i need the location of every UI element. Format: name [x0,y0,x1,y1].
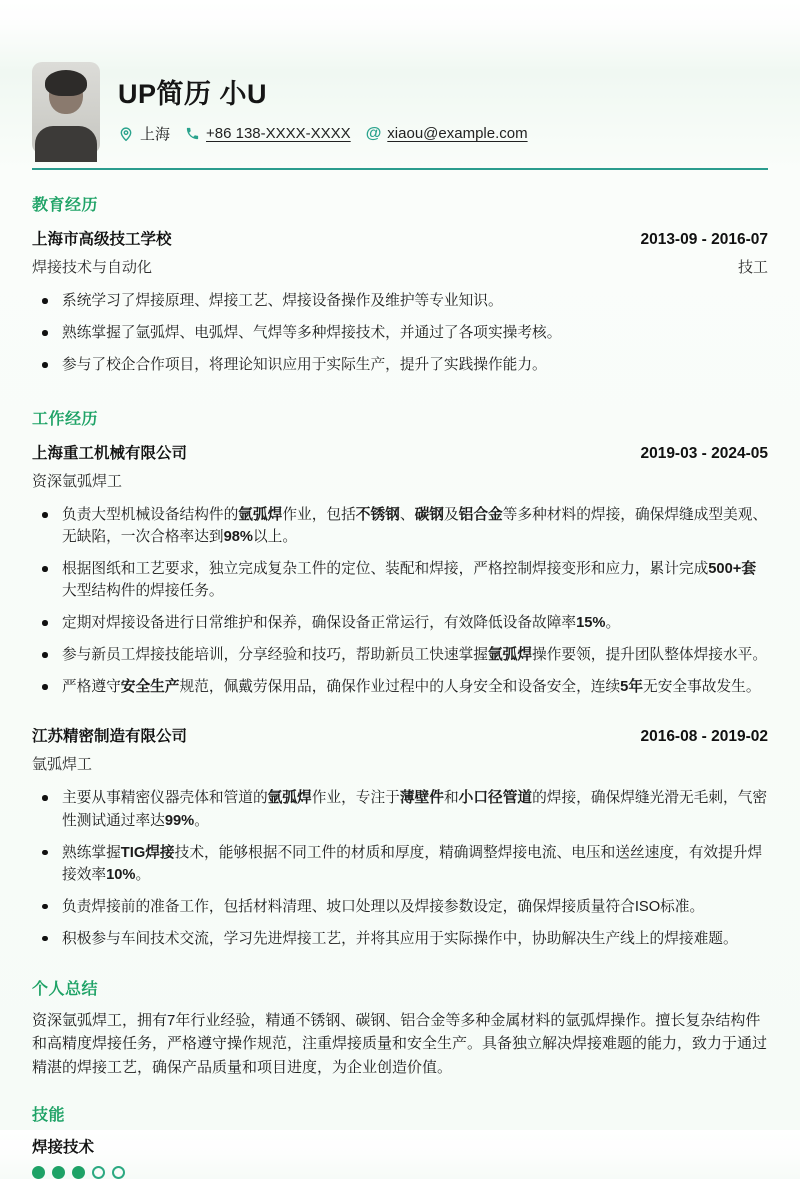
bullet-text: 定期对焊接设备进行日常维护和保养，确保设备正常运行，有效降低设备故障率 [62,615,577,632]
bullet-text: 主要从事精密仪器壳体和管道的 [62,790,268,807]
date-range: 2019-03 - 2024-05 [640,445,768,463]
location-icon [118,126,134,142]
bullet-text: 、 [399,507,415,524]
organization-name: 上海市高级技工学校 [32,231,172,248]
bullet-list [32,290,768,376]
bullet-list [32,787,768,949]
bullet-text-bold: 98% [223,529,253,546]
skill-items [32,1135,768,1179]
bullet-text: 熟练掌握 [62,844,121,861]
bullet-text-bold: 安全生产 [120,679,180,696]
bullet-text-bold: 氩弧焊 [238,507,283,524]
bullet-text: 负责大型机械设备结构件的 [62,507,239,524]
education-section [32,192,768,376]
entry-header-row [32,724,768,746]
bullet-text-bold: TIG焊接 [120,844,175,861]
bullet-text-bold: 薄壁件 [399,790,444,807]
bullet-text: 操作要领，提升团队整体焊接水平。 [532,647,768,664]
date-range: 2016-08 - 2019-02 [640,728,768,746]
bullet-item [32,928,768,950]
bullet-text: 负责焊接前的准备工作，包括材料清理、坡口处理以及焊接参数设定，确保焊接质量符合ISO标准。 [62,898,705,915]
bullet-text-bold: 小口径管道 [458,790,533,807]
contact-text[interactable]: +86 138-XXXX-XXXX [206,125,351,142]
at-icon: @ [365,125,382,142]
bullet-text: 积极参与车间技术交流，学习先进焊接工艺，并将其应用于实际操作中，协助解决生产线上的焊接难题。 [62,930,738,947]
contact-text: 上海 [140,126,171,143]
bullet-item [32,290,768,312]
bullet-text-bold: 氩弧焊 [267,790,312,807]
skill-level-dots [32,1166,768,1179]
entry-header-row [32,441,768,463]
photo-silhouette-body [35,126,97,162]
bullet-item [32,322,768,344]
contact-item-0 [118,123,170,144]
bullet-text: 熟练掌握了氩弧焊、电弧焊、气焊等多种焊接技术，并通过了各项实操考核。 [62,325,562,342]
bullet-text: 。 [135,866,151,883]
entry-subtitle-row [32,470,768,491]
bullet-text: 规范，佩戴劳保用品，确保作业过程中的人身安全和设备安全，连续 [179,679,621,696]
skill-dot-filled [72,1166,85,1179]
resume-header [32,0,768,154]
bullet-text-bold: 500+套 [708,561,757,578]
profile-photo [32,62,100,154]
contact-text[interactable]: xiaou@example.com [387,125,528,142]
bullet-text: 和 [443,790,459,807]
bullet-text-bold: 铝合金 [458,507,503,524]
bullet-item [32,842,768,886]
header-divider [32,168,768,170]
bullet-item [32,612,768,634]
bullet-item [32,504,768,548]
bullet-text-bold: 5年 [620,679,644,696]
skill-dot-filled [32,1166,45,1179]
photo-silhouette-hair [45,70,87,96]
skills-section-title: 技能 [32,1106,66,1124]
bullet-item [32,896,768,918]
skill-dot-hollow [112,1166,125,1179]
bullet-text: 等多种材料的焊接，确保焊缝成型美观、无缺陷，一次合格率达到 [62,507,768,546]
bullet-item [32,644,768,666]
organization-name: 上海重工机械有限公司 [32,445,188,463]
role-or-major: 氩弧焊工 [32,756,93,774]
entry-header-row [32,227,768,249]
bullet-text: 无安全事故发生。 [643,679,761,696]
bullet-text: 严格遵守 [62,679,121,696]
summary-section [32,976,768,1080]
bullet-text: 的焊接，确保焊缝光滑无毛刺，气密性测试通过率达 [62,790,768,829]
bullet-text: 参与新员工焊接技能培训，分享经验和技巧，帮助新员工快速掌握 [62,647,488,664]
phone-icon [185,126,200,141]
summary-text: 资深氩弧焊工，拥有7年行业经验，精通不锈钢、碳钢、铝合金等多种金属材料的氩弧焊操作。擅长复杂结构件和高精度焊接任务，严格遵守操作规范，注重焊接质量和安全生产。具备独立解决焊接难题的能力，致力于通过精湛的焊接工艺，确保产品质量和项目进度，为企业创造价值。 [32,1011,768,1077]
bullet-text: 。 [605,615,621,632]
bullet-text-bold: 99% [164,812,195,829]
bullet-text: 参与了校企合作项目，将理论知识应用于实际生产，提升了实践操作能力。 [62,357,547,374]
role-or-major: 焊接技术与自动化 [32,259,153,276]
bullet-text: 以上。 [252,529,298,546]
work-entries [32,441,768,950]
bullet-text-bold: 碳钢 [414,507,444,524]
bullet-item [32,787,768,831]
bullet-text-bold: 不锈钢 [355,507,400,524]
entry-subtitle-row [32,753,768,774]
date-range: 2013-09 - 2016-07 [640,231,768,248]
education-section-title: 教育经历 [32,197,99,214]
candidate-name: UP简历 小U [118,79,268,109]
skills-section [32,1102,768,1179]
bullet-text: 技术，能够根据不同工件的材质和厚度，精确调整焊接电流、电压和送丝速度，有效提升焊接效率 [62,844,763,883]
bullet-text: 作业，专注于 [311,790,400,807]
work-entry [32,441,768,698]
bullet-text: 及 [443,507,459,524]
education-entry [32,227,768,376]
entry-subtitle-row [32,256,768,277]
bullet-text: 作业，包括 [282,507,356,524]
role-or-major: 资深氩弧焊工 [32,473,123,491]
work-section [32,406,768,950]
bullet-text-bold: 氩弧焊 [487,647,533,664]
skill-name: 焊接技术 [32,1138,95,1156]
bullet-text: 系统学习了焊接原理、焊接工艺、焊接设备操作及维护等专业知识。 [62,293,503,309]
bullet-item [32,558,768,602]
contact-item-2[interactable] [366,125,528,142]
bullet-text-bold: 10% [106,866,136,883]
bullet-list [32,504,768,698]
bullet-text: 大型结构件的焊接任务。 [62,583,224,600]
skill-dot-hollow [92,1166,105,1179]
contact-item-1[interactable] [185,125,351,142]
bullet-item [32,354,768,376]
work-entry [32,724,768,949]
skill-dot-filled [52,1166,65,1179]
bullet-text: 根据图纸和工艺要求，独立完成复杂工件的定位、装配和焊接，严格控制焊接变形和应力，累计完成 [62,561,709,578]
summary-section-title: 个人总结 [32,980,99,998]
bullet-text: 。 [194,812,209,829]
bullet-text-bold: 15% [576,615,606,632]
education-entries [32,227,768,376]
degree: 技工 [737,259,768,276]
bullet-item [32,676,768,698]
work-section-title: 工作经历 [32,411,99,429]
organization-name: 江苏精密制造有限公司 [32,728,188,746]
contact-row [118,123,528,144]
